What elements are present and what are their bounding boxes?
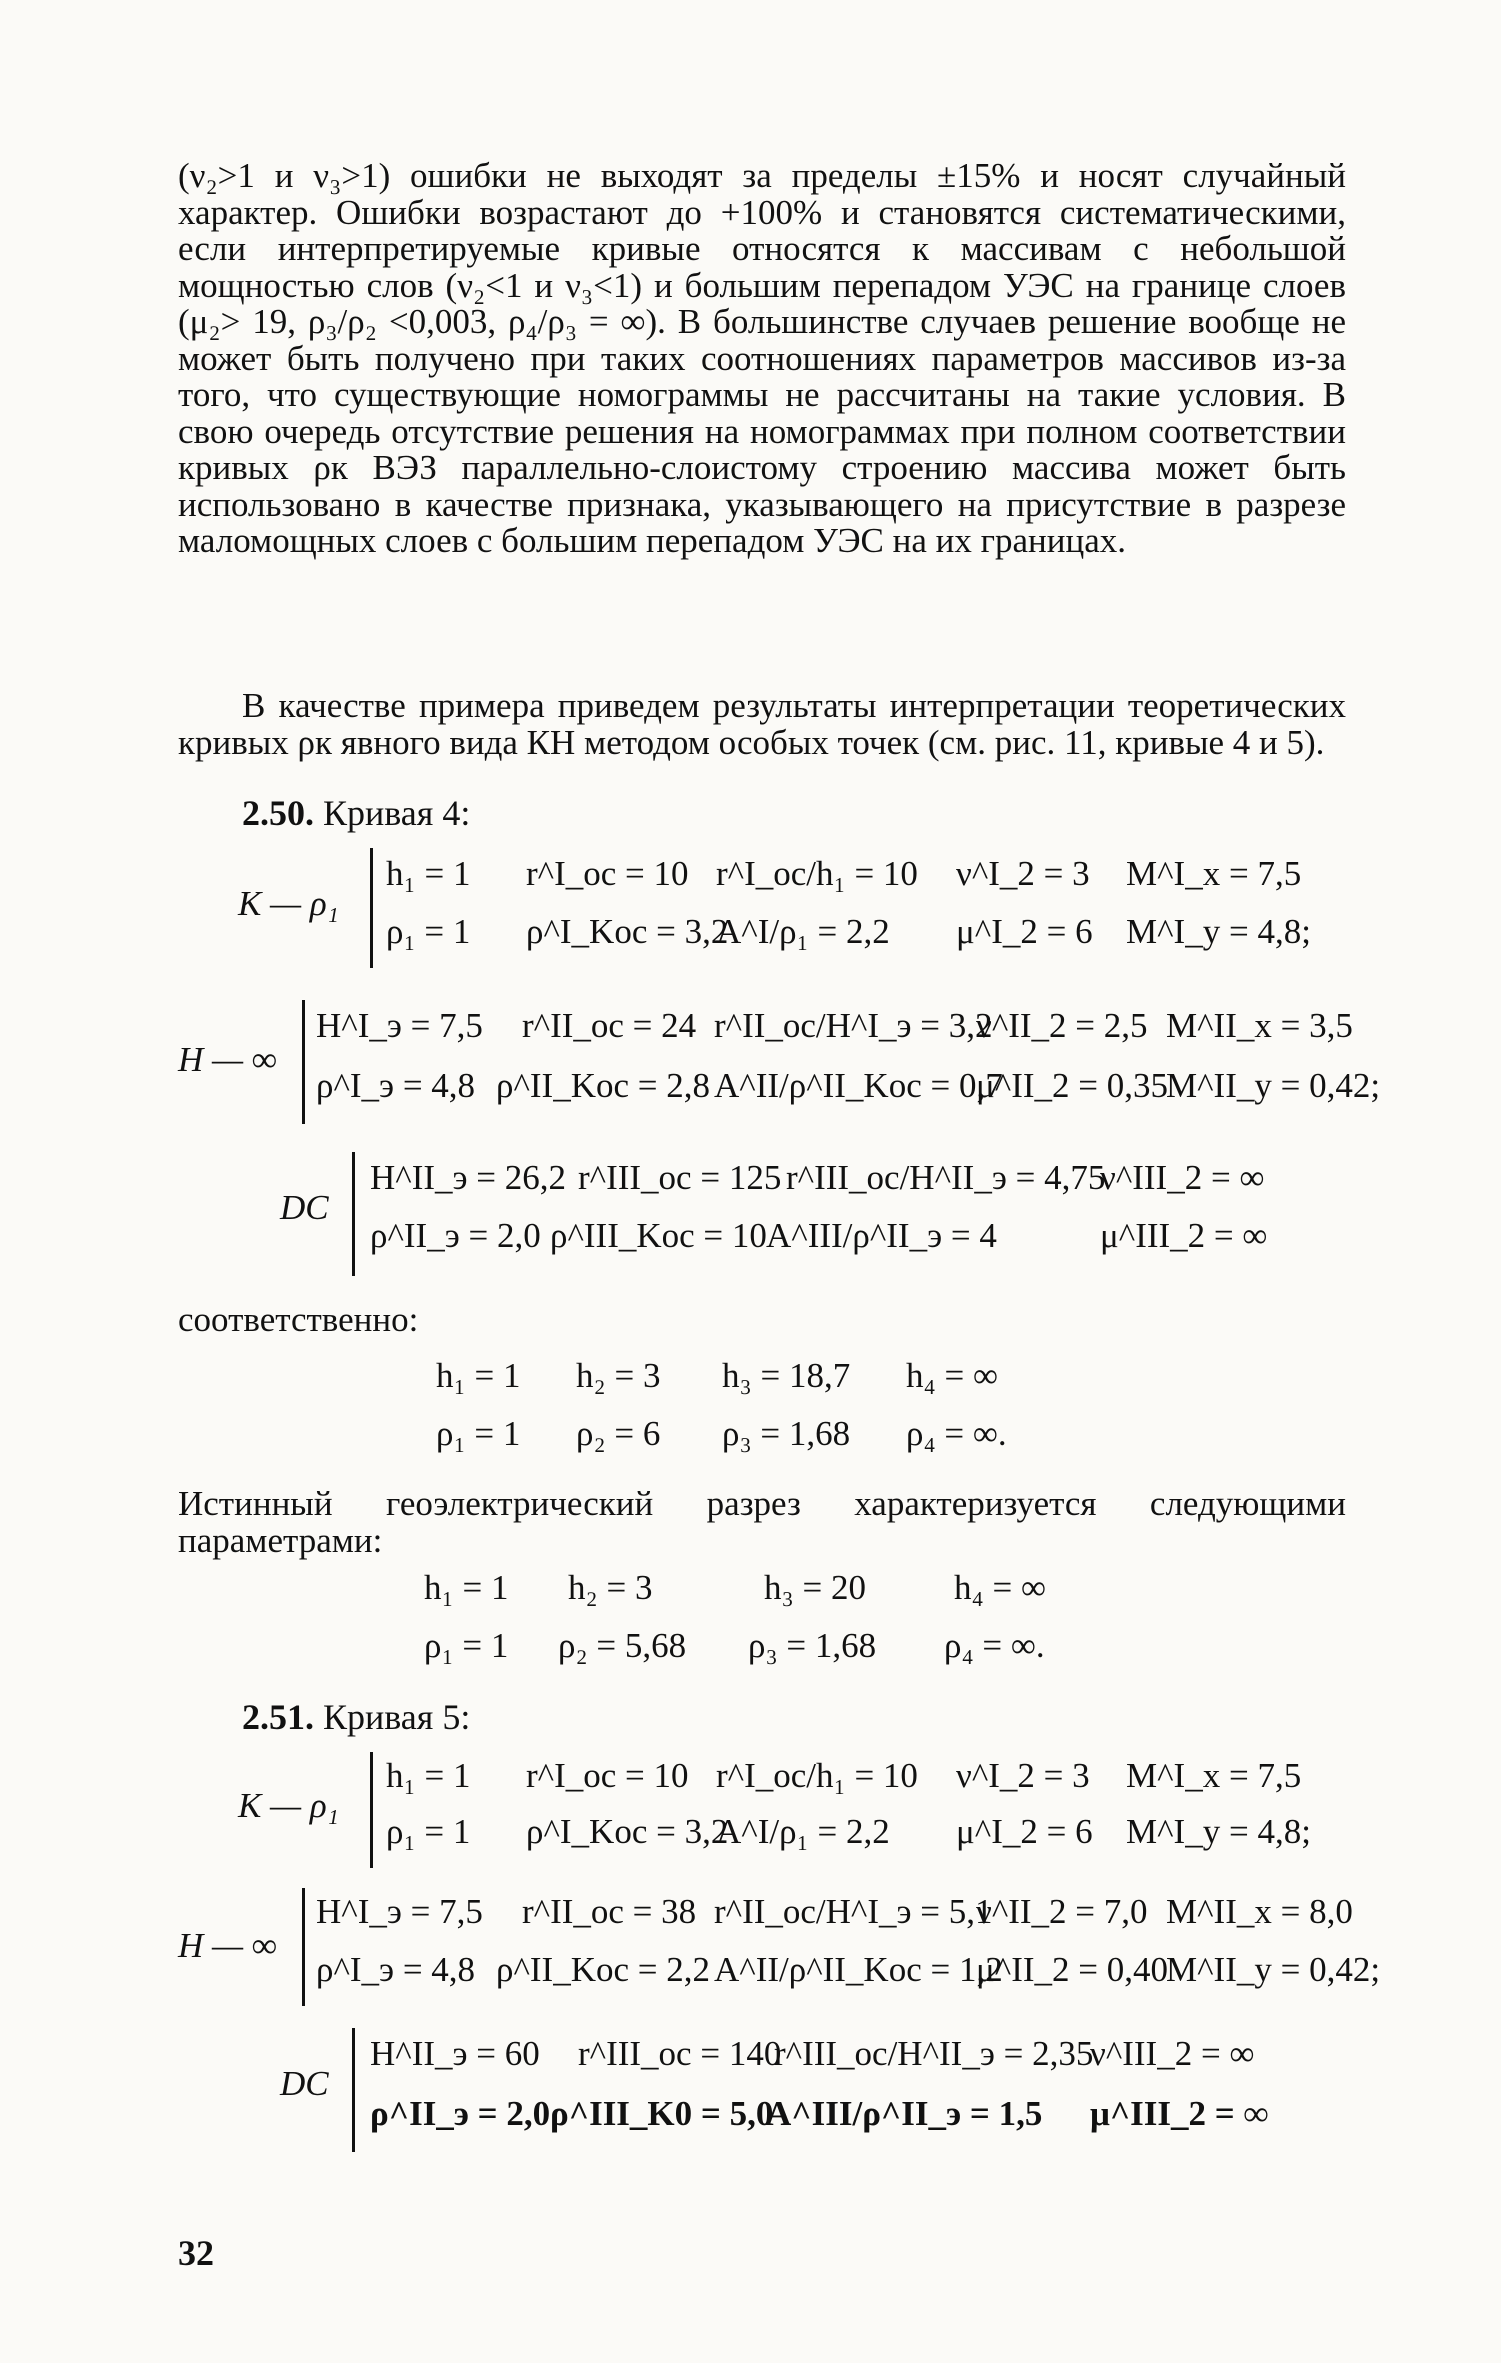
k-label-4: К — ρ₁ xyxy=(238,884,339,923)
true-h4: h₄ = ∞ xyxy=(954,1568,1046,1607)
example-text: В качестве примера приведем результаты интерпретации теоретических кривых ρк явного вида КН методом особых точек (см. рис. 11, кривые 4 и 5). xyxy=(178,686,1346,762)
k5-roc-h1: r^I_oc/h₁ = 10 xyxy=(716,1756,918,1795)
true-rho1: ρ₁ = 1 xyxy=(424,1626,509,1665)
dc4-he: H^II_э = 26,2 xyxy=(370,1158,567,1197)
h4-roc: r^II_oc = 24 xyxy=(522,1006,697,1045)
res4-rho1: ρ₁ = 1 xyxy=(436,1414,521,1453)
h4-roc-he: r^II_oc/H^I_э = 3,2 xyxy=(714,1006,993,1045)
k5-h1: h₁ = 1 xyxy=(386,1756,471,1795)
true-rho2: ρ₂ = 5,68 xyxy=(558,1626,687,1665)
curve4-number: 2.50. xyxy=(242,793,314,833)
dc-block-4 xyxy=(280,1152,1330,1276)
h4-a-rhokoc: A^II/ρ^II_Koc = 0,7 xyxy=(714,1066,1003,1105)
h4-he: H^I_э = 7,5 xyxy=(316,1006,483,1045)
true-rho4: ρ₄ = ∞. xyxy=(944,1626,1045,1665)
k4-mx: M^I_x = 7,5 xyxy=(1126,854,1302,893)
dc5-roc: r^III_oc = 140 xyxy=(578,2034,782,2073)
h4-rhokoc: ρ^II_Koc = 2,8 xyxy=(496,1066,710,1105)
dc-brace-5 xyxy=(352,2028,355,2152)
curve4-heading xyxy=(242,792,470,834)
k5-rhokoc: ρ^I_Koc = 3,2 xyxy=(526,1812,729,1851)
k5-mu2: μ^I_2 = 6 xyxy=(956,1812,1093,1851)
h4-rhoe: ρ^I_э = 4,8 xyxy=(316,1066,476,1105)
dc4-roc-he: r^III_oc/H^II_э = 4,75 xyxy=(786,1158,1106,1197)
h5-roc-he: r^II_oc/H^I_э = 5,1 xyxy=(714,1892,993,1931)
h-brace-5 xyxy=(302,1888,305,2006)
result-4 xyxy=(436,1356,1136,1466)
k4-mu2: μ^I_2 = 6 xyxy=(956,912,1093,951)
k5-a-rho1: A^I/ρ₁ = 2,2 xyxy=(716,1812,890,1851)
h5-nu2: ν^II_2 = 7,0 xyxy=(976,1892,1148,1931)
intro-paragraph xyxy=(178,158,1346,560)
dc5-nu2: ν^III_2 = ∞ xyxy=(1090,2034,1255,2073)
k-rho1-block-5 xyxy=(230,1752,1330,1868)
curve4-title: Кривая 4: xyxy=(323,793,471,833)
res4-rho2: ρ₂ = 6 xyxy=(576,1414,661,1453)
k-label-5: К — ρ₁ xyxy=(238,1786,339,1825)
res4-rho3: ρ₃ = 1,68 xyxy=(722,1414,851,1453)
dc5-mu2: μ^III_2 = ∞ xyxy=(1090,2094,1269,2133)
h5-rhokoc: ρ^II_Koc = 2,2 xyxy=(496,1950,710,1989)
respectively-line xyxy=(178,1302,1346,1339)
k-brace-5 xyxy=(370,1752,373,1868)
true-h1: h₁ = 1 xyxy=(424,1568,509,1607)
k5-nu2: ν^I_2 = 3 xyxy=(956,1756,1090,1795)
k5-roc: r^I_oc = 10 xyxy=(526,1756,689,1795)
h5-roc: r^II_oc = 38 xyxy=(522,1892,697,1931)
dc5-roc-he: r^III_oc/H^II_э = 2,35 xyxy=(774,2034,1094,2073)
h4-my: M^II_y = 0,42; xyxy=(1166,1066,1381,1105)
dc4-a-rhoe: A^III/ρ^II_э = 4 xyxy=(766,1216,997,1255)
dc5-he: H^II_э = 60 xyxy=(370,2034,540,2073)
curve5-title: Кривая 5: xyxy=(323,1697,471,1737)
dc4-rhokoc: ρ^III_Koc = 10 xyxy=(550,1216,767,1255)
dc-label-4: DC xyxy=(280,1188,329,1227)
res4-h4: h₄ = ∞ xyxy=(906,1356,998,1395)
dc4-rhoe: ρ^II_э = 2,0 xyxy=(370,1216,541,1255)
h5-mu2: μ^II_2 = 0,40 xyxy=(976,1950,1168,1989)
k5-my: M^I_y = 4,8; xyxy=(1126,1812,1311,1851)
res4-h2: h₂ = 3 xyxy=(576,1356,661,1395)
true-h2: h₂ = 3 xyxy=(568,1568,653,1607)
k4-nu2: ν^I_2 = 3 xyxy=(956,854,1090,893)
dc5-a-rhoe: A^III/ρ^II_э = 1,5 xyxy=(766,2094,1043,2133)
res4-rho4: ρ₄ = ∞. xyxy=(906,1414,1007,1453)
h-brace-4 xyxy=(302,1000,305,1124)
h-inf-block-4 xyxy=(170,1000,1381,1124)
respectively-text: соответственно: xyxy=(178,1300,419,1339)
h4-nu2: ν^II_2 = 2,5 xyxy=(976,1006,1148,1045)
h4-mx: M^II_x = 3,5 xyxy=(1166,1006,1353,1045)
h5-he: H^I_э = 7,5 xyxy=(316,1892,483,1931)
h5-mx: M^II_x = 8,0 xyxy=(1166,1892,1353,1931)
res4-h1: h₁ = 1 xyxy=(436,1356,521,1395)
true-values xyxy=(424,1568,1124,1678)
true-h3: h₃ = 20 xyxy=(764,1568,866,1607)
page-number: 32 xyxy=(178,2233,214,2273)
k4-h1: h₁ = 1 xyxy=(386,854,471,893)
dc5-rhok0: ρ^III_K0 = 5,0 xyxy=(550,2094,774,2133)
k4-roc-h1: r^I_oc/h₁ = 10 xyxy=(716,854,918,893)
h-label-5: Н — ∞ xyxy=(178,1926,277,1965)
k4-my: M^I_y = 4,8; xyxy=(1126,912,1311,951)
res4-h3: h₃ = 18,7 xyxy=(722,1356,851,1395)
h-inf-block-5 xyxy=(170,1888,1381,2006)
curve5-heading xyxy=(242,1696,470,1738)
dc4-nu2: ν^III_2 = ∞ xyxy=(1100,1158,1265,1197)
true-rho3: ρ₃ = 1,68 xyxy=(748,1626,877,1665)
k4-roc: r^I_oc = 10 xyxy=(526,854,689,893)
h5-my: M^II_y = 0,42; xyxy=(1166,1950,1381,1989)
k4-rhokoc: ρ^I_Koc = 3,2 xyxy=(526,912,729,951)
dc5-rhoe: ρ^II_э = 2,0 xyxy=(370,2094,551,2133)
dc-label-5: DC xyxy=(280,2064,329,2103)
dc-block-5 xyxy=(280,2028,1330,2152)
h-label-4: Н — ∞ xyxy=(178,1040,277,1079)
h5-a-rhokoc: A^II/ρ^II_Koc = 1,2 xyxy=(714,1950,1003,1989)
h4-mu2: μ^II_2 = 0,35 xyxy=(976,1066,1168,1105)
dc4-mu2: μ^III_2 = ∞ xyxy=(1100,1216,1268,1255)
k-brace-4 xyxy=(370,848,373,968)
true-section-paragraph xyxy=(178,1486,1346,1559)
intro-text: (ν₂>1 и ν₃>1) ошибки не выходят за пределы ±15% и носят случайный характер. Ошибки возрастают до +100% и становятся систематическими, если интерпретируемые кривые относятся к массивам с небольшой мощностью слов (ν₂<1 и ν₃<1) и большим перепадом УЭС на границе слоев (μ₂> 19, ρ₃/ρ₂ <0,003, ρ₄/ρ₃ = ∞). В большинстве случаев решение вообще не может быть получено при таких соотношениях параметров массивов из-за того, что существующие номограммы не рассчитаны на такие условия. В свою очередь отсутствие решения на номограммах при полном соответствии кривых ρк ВЭЗ параллельно-слоистому строению массива может быть использовано в качестве признака, указывающего на присутствие в разрезе маломощных слоев с большим перепадом УЭС на их границах. xyxy=(178,156,1346,560)
k4-a-rho1: A^I/ρ₁ = 2,2 xyxy=(716,912,890,951)
dc4-roc: r^III_oc = 125 xyxy=(578,1158,782,1197)
example-paragraph xyxy=(178,688,1346,761)
k4-rho1: ρ₁ = 1 xyxy=(386,912,471,951)
h5-rhoe: ρ^I_э = 4,8 xyxy=(316,1950,476,1989)
k5-rho1: ρ₁ = 1 xyxy=(386,1812,471,1851)
dc-brace-4 xyxy=(352,1152,355,1276)
curve5-number: 2.51. xyxy=(242,1697,314,1737)
true-section-text: Истинный геоэлектрический разрез характеризуется следующими параметрами: xyxy=(178,1484,1346,1560)
k-rho1-block-4 xyxy=(230,848,1330,968)
k5-mx: M^I_x = 7,5 xyxy=(1126,1756,1302,1795)
